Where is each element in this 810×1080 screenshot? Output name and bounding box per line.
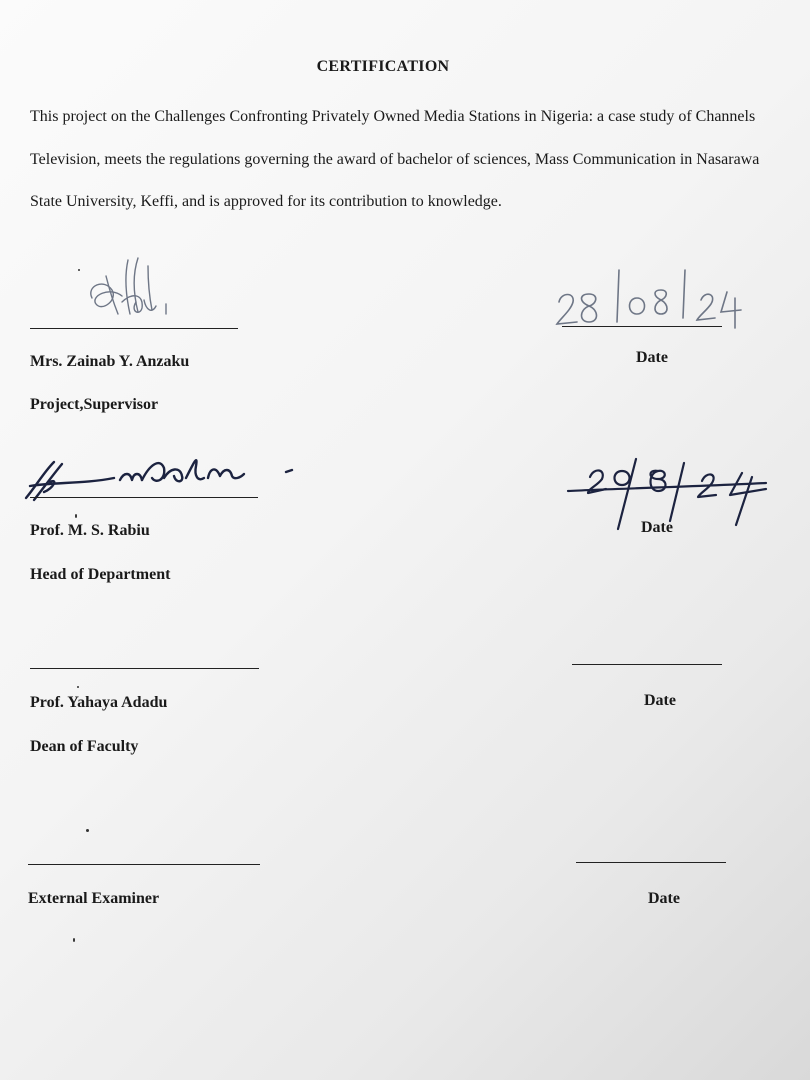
- hod-date-label: Date: [641, 519, 673, 536]
- paper-speck: [73, 938, 75, 942]
- dean-role: Dean of Faculty: [30, 738, 139, 755]
- supervisor-date-line: [562, 326, 722, 327]
- paper-speck: [77, 686, 79, 688]
- examiner-name: External Examiner: [28, 890, 160, 907]
- paper-speck: [75, 514, 77, 518]
- dean-signature-line: [30, 668, 259, 669]
- certification-statement: This project on the Challenges Confronting Privately Owned Media Stations in Nigeria: a case study of Channels Television, meets the regulations governing the award of bachelor of sciences, Mass Communication in Nasarawa State University, Keffi, and is approved for its contribution to knowledge.: [30, 108, 760, 210]
- paper-speck: [86, 829, 89, 832]
- examiner-date-line: [576, 862, 726, 863]
- supervisor-name: Mrs. Zainab Y. Anzaku: [30, 353, 190, 370]
- supervisor-signature-line: [30, 328, 238, 329]
- hod-name: Prof. M. S. Rabiu: [30, 522, 150, 539]
- supervisor-date-label: Date: [636, 349, 668, 366]
- supervisor-signature: [82, 256, 182, 326]
- examiner-date-label: Date: [648, 890, 680, 907]
- hod-signature-line: [30, 497, 258, 498]
- supervisor-handwritten-date: [555, 262, 745, 330]
- page-title: CERTIFICATION: [316, 58, 450, 75]
- dean-name: Prof. Yahaya Adadu: [30, 694, 168, 711]
- dean-date-label: Date: [644, 692, 676, 709]
- hod-signature: [24, 450, 304, 510]
- paper-speck: [78, 269, 80, 271]
- hod-role: Head of Department: [30, 566, 171, 583]
- supervisor-role: Project,Supervisor: [30, 396, 159, 413]
- examiner-signature-line: [28, 864, 260, 865]
- dean-date-line: [572, 664, 722, 665]
